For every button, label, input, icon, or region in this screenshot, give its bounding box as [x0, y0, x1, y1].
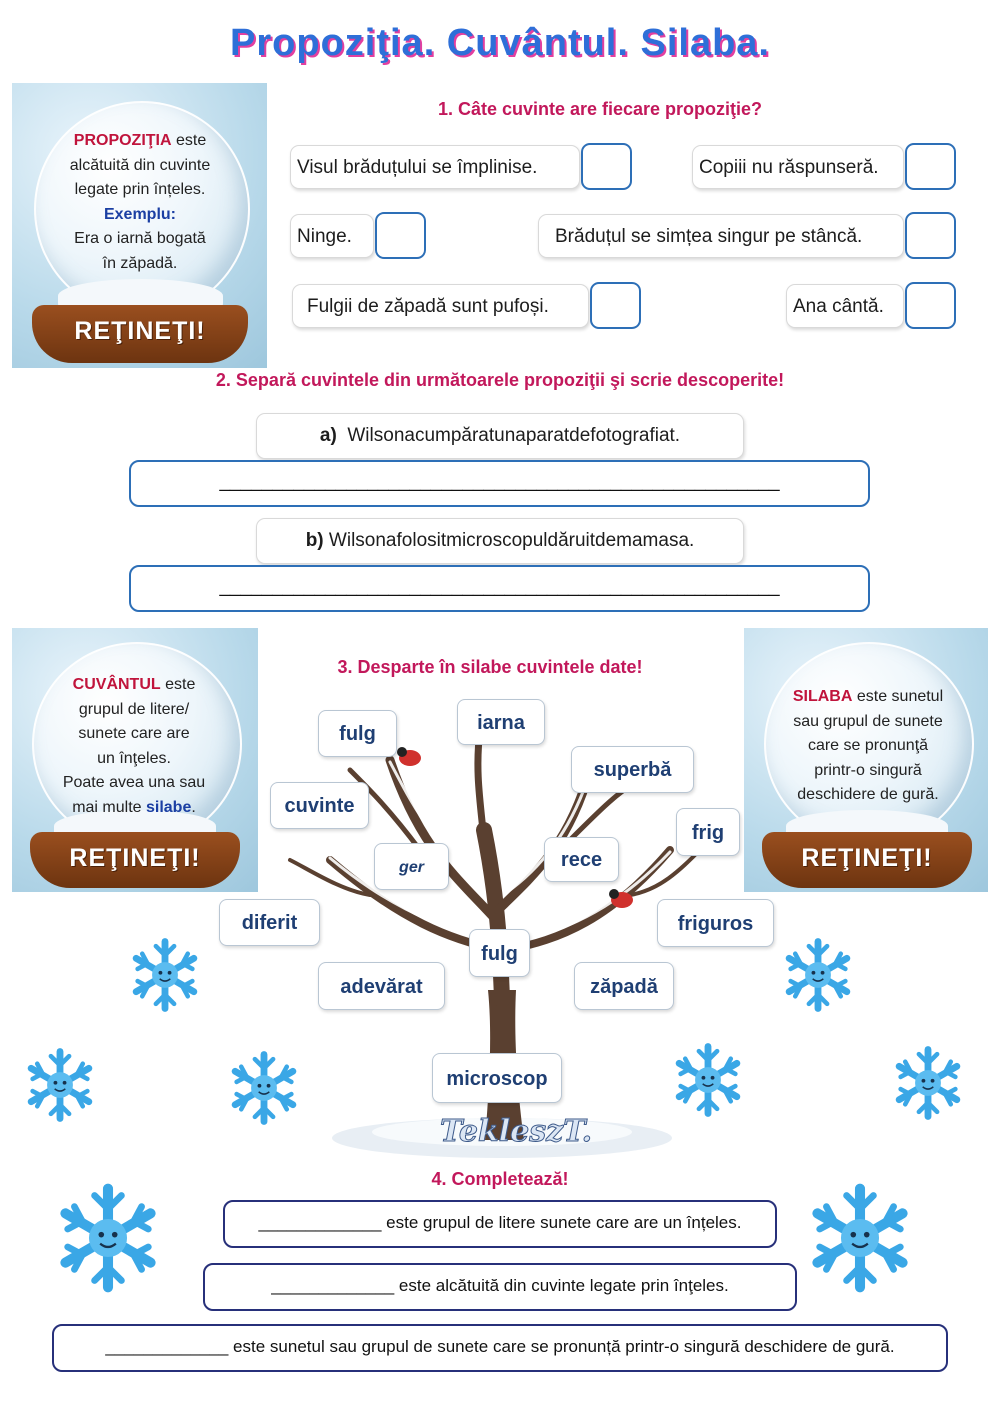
word-tag-iarna: iarna	[457, 699, 545, 745]
silaba-definition: SILABA este sunetul sau grupul de sunete care se pronunţă printr-o singură deschidere de gură.	[792, 688, 944, 803]
answer-line-a[interactable]: _____________________________________________________	[129, 460, 870, 507]
sentence-6: Ana cântă.	[786, 284, 904, 328]
propozitia-panel	[12, 83, 267, 368]
exercise1-heading: 1. Câte cuvinte are fiecare propoziţie?	[437, 99, 763, 119]
word-tag-zapada: zăpadă	[574, 962, 674, 1010]
sentence-3: Ninge.	[290, 214, 374, 258]
sentence-2: Copiii nu răspunseră.	[692, 145, 904, 189]
word-tag-cuvinte: cuvinte	[270, 782, 369, 829]
snowflake-icon	[127, 937, 203, 1013]
exercise2-heading: 2. Separă cuvintele din următoarele propoziţii şi scrie descoperite!	[215, 370, 785, 390]
sentence-5: Fulgii de zăpadă sunt pufoși.	[292, 284, 589, 328]
word-tag-ger: ger	[374, 843, 449, 890]
word-tag-diferit: diferit	[219, 899, 320, 946]
cuvantul-panel	[12, 628, 258, 892]
snowflake-icon	[670, 1042, 746, 1118]
sentence-1: Visul brăduțului se împlinise.	[290, 145, 580, 189]
word-tag-superba: superbă	[571, 746, 694, 793]
reference-badge: REŢINEŢI!	[32, 305, 248, 363]
word-count-answer-6[interactable]	[905, 282, 956, 329]
word-count-answer-4[interactable]	[905, 212, 956, 259]
word-count-answer-3[interactable]	[375, 212, 426, 259]
snowflake-icon	[890, 1045, 966, 1121]
word-tag-microscop: microscop	[432, 1053, 562, 1103]
snowflake-icon	[22, 1047, 98, 1123]
completion-3[interactable]: _____________ este sunetul sau grupul de sunete care se pronunță printr-o singură deschidere de gură.	[52, 1324, 948, 1372]
completion-1[interactable]: _____________ este grupul de litere sunete care are un înțeles.	[223, 1200, 777, 1248]
word-tag-rece: rece	[544, 837, 619, 882]
page-title: Propoziţia. Cuvântul. Silaba.	[230, 22, 770, 64]
cuvantul-definition: CUVÂNTUL este grupul de litere/ sunete care are un înţeles. Poate avea una sau mai multe silabe.	[62, 676, 206, 816]
snowflake-icon	[804, 1182, 916, 1294]
joined-sentence-a: a) Wilsonacumpăratunaparatdefotografiat.	[256, 413, 744, 459]
completion-2[interactable]: _____________ este alcătuită din cuvinte legate prin înţeles.	[203, 1263, 797, 1311]
exercise3-heading: 3. Desparte în silabe cuvintele date!	[337, 657, 643, 677]
snowflake-icon	[52, 1182, 164, 1294]
sentence-4: Brăduțul se simțea singur pe stâncă.	[538, 214, 904, 258]
watermark: TekleszT.	[440, 1114, 593, 1149]
joined-sentence-b: b) Wilsonafolositmicroscopuldăruitdemamasa.	[256, 518, 744, 564]
word-tag-fulg: fulg	[318, 710, 397, 757]
snowflake-icon	[780, 937, 856, 1013]
reference-badge: REŢINEŢI!	[30, 832, 240, 888]
word-tag-adevarat: adevărat	[318, 962, 445, 1010]
answer-line-b[interactable]: _____________________________________________________	[129, 565, 870, 612]
word-tag-fulg-2: fulg	[469, 929, 530, 977]
word-tag-frig: frig	[676, 808, 740, 856]
word-count-answer-2[interactable]	[905, 143, 956, 190]
bird-icon	[397, 747, 421, 766]
word-count-answer-1[interactable]	[581, 143, 632, 190]
snowflake-icon	[226, 1050, 302, 1126]
word-count-answer-5[interactable]	[590, 282, 641, 329]
reference-badge: REŢINEŢI!	[762, 832, 972, 888]
propozitia-definition: PROPOZIŢIA este alcătuită din cuvinte legate prin înțeles. Exemplu: Era o iarnă bogată în zăpadă.	[69, 132, 211, 272]
exercise4-heading: 4. Completează!	[431, 1169, 569, 1189]
word-tag-friguros: friguros	[657, 899, 774, 947]
silaba-panel	[744, 628, 988, 892]
